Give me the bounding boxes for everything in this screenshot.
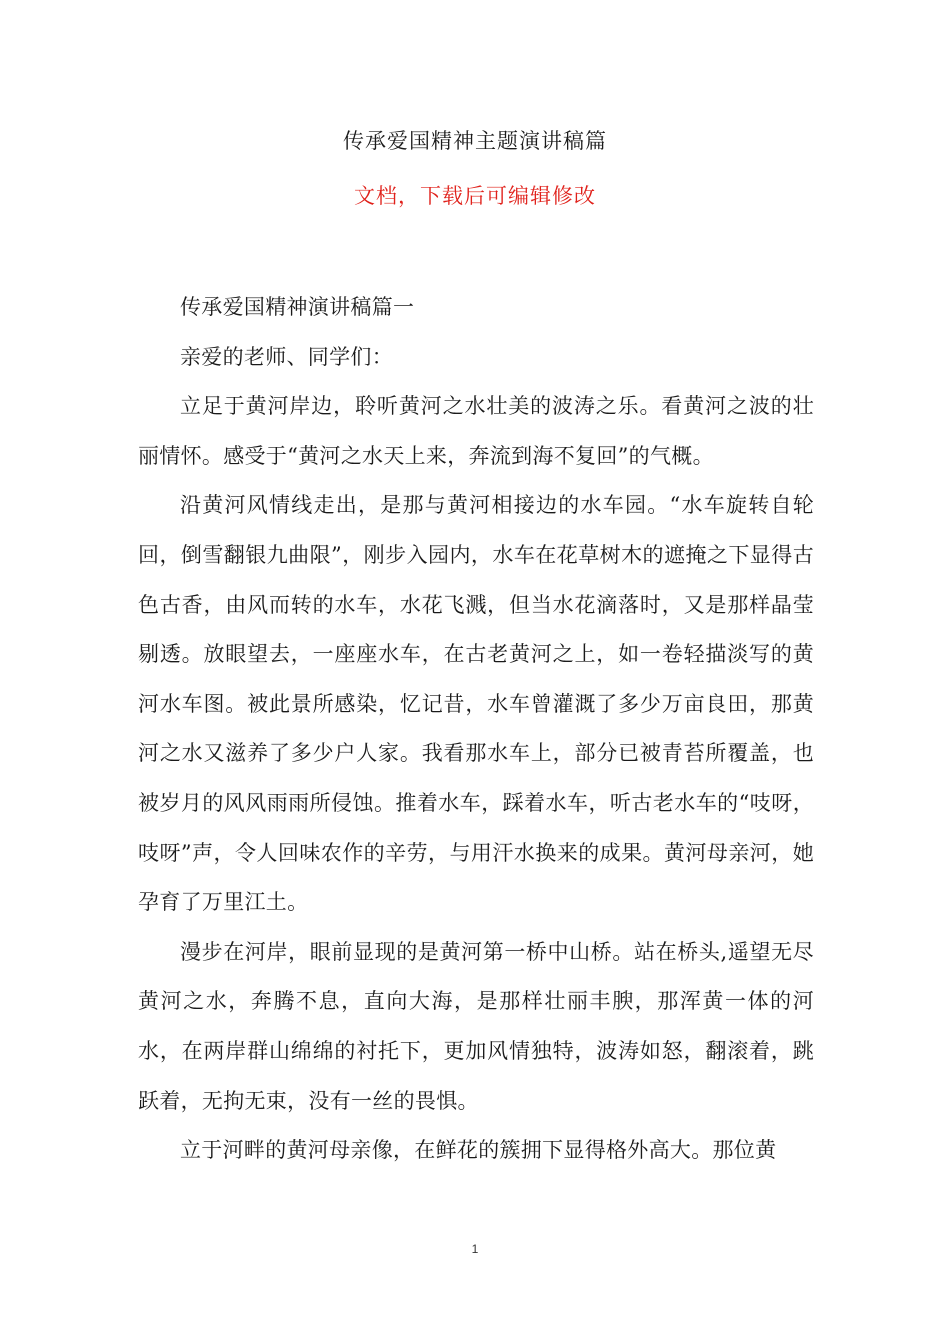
document-title: 传承爱国精神主题演讲稿篇 [343, 129, 607, 153]
document-subtitle: 文档，下载后可编辑修改 [354, 184, 596, 208]
document-body [138, 283, 814, 1176]
body-paragraph: 漫步在河岸，眼前显现的是黄河第一桥中山桥。站在桥头,遥望无尽黄河之水，奔腾不息，直向大海，是那样壮丽丰腴，那浑黄一体的河水，在两岸群山绵绵的衬托下，更加风情独特，波涛如怒，翻滚着，跳跃着，无拘无束，没有一丝的畏惧。 [138, 939, 814, 1113]
body-paragraph: 立于河畔的黄河母亲像，在鲜花的簇拥下显得格外高大。那位黄 [180, 1138, 777, 1163]
section-heading: 传承爱国精神演讲稿篇一 [180, 295, 415, 319]
body-paragraph: 沿黄河风情线走出，是那与黄河相接边的水车园。“水车旋转自轮回，倒雪翻银九曲限”，刚步入园内，水车在花草树木的遮掩之下显得古色古香，由风而转的水车，水花飞溅，但当水花滴落时，又是那样晶莹剔透。放眼望去，一座座水车，在古老黄河之上，如一卷轻描淡写的黄河水车图。被此景所感染，忆记昔，水车曾灌溉了多少万亩良田，那黄河之水又滋养了多少户人家。我看那水车上，部分已被青苔所覆盖，也被岁月的风风雨雨所侵蚀。推着水车，踩着水车，听古老水车的“吱呀，吱呀”声，令人回味农作的辛劳，与用汗水换来的成果。黄河母亲河，她孕育了万里江土。 [138, 493, 814, 915]
body-paragraph: 立足于黄河岸边，聆听黄河之水壮美的波涛之乐。看黄河之波的壮丽情怀。感受于“黄河之水天上来，奔流到海不复回”的气概。 [138, 394, 814, 468]
salutation: 亲爱的老师、同学们： [180, 344, 393, 369]
page-number: 1 [471, 1242, 479, 1256]
